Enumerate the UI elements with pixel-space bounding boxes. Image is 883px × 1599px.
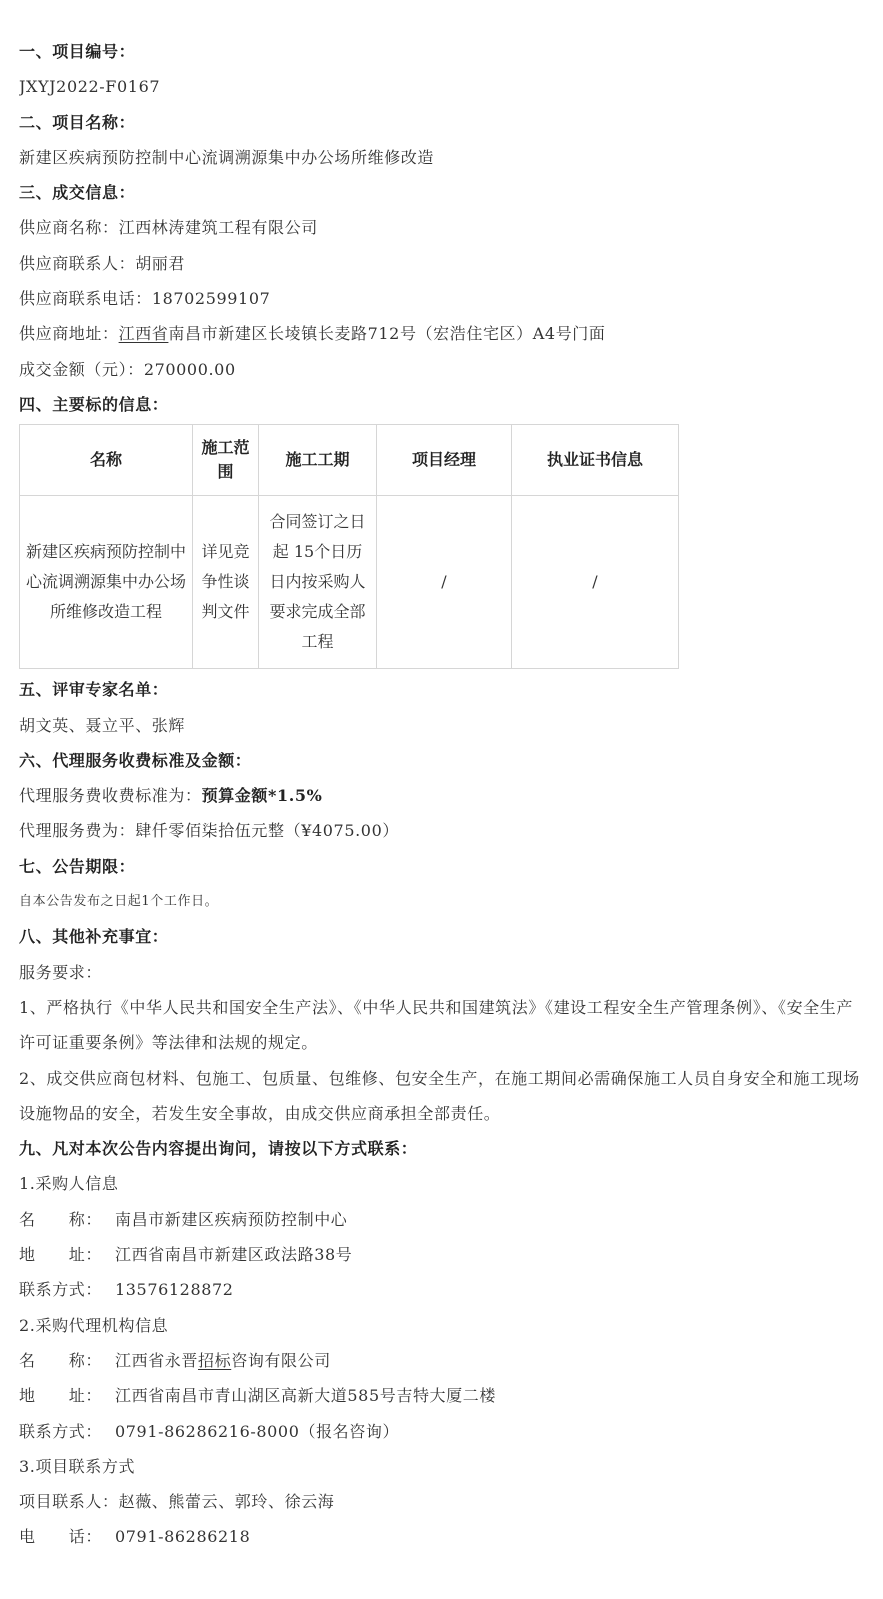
agency-info-title: 2.采购代理机构信息 bbox=[19, 1315, 169, 1335]
project-contacts-label: 项目联系人： bbox=[19, 1492, 119, 1512]
supplier-phone-line bbox=[19, 281, 883, 316]
supplier-name-label: 供应商名称： bbox=[19, 218, 119, 238]
cell-duration: 合同签订之日起 15个日历日内按采购人要求完成全部工程 bbox=[259, 496, 377, 669]
fee-amount-label: 代理服务费为： bbox=[19, 821, 136, 841]
table-header-row bbox=[20, 425, 679, 496]
buyer-address-line bbox=[19, 1237, 883, 1272]
section-1-heading: 一、项目编号： bbox=[19, 42, 136, 61]
project-phone: 0791-86286218 bbox=[115, 1527, 251, 1547]
supplier-address-line bbox=[19, 316, 883, 351]
subject-table bbox=[19, 424, 679, 669]
section-2-heading: 二、项目名称： bbox=[19, 112, 136, 132]
cell-name: 新建区疾病预防控制中心流调溯源集中办公场所维修改造工程 bbox=[20, 496, 193, 669]
section-9-heading: 九、凡对本次公告内容提出询问，请按以下方式联系： bbox=[19, 1139, 418, 1159]
buyer-address-label: 地 址： bbox=[19, 1245, 103, 1265]
buyer-name-line bbox=[19, 1202, 883, 1237]
agency-name-line bbox=[19, 1343, 883, 1378]
buyer-info-title: 1.采购人信息 bbox=[19, 1174, 119, 1194]
supplier-contact-label: 供应商联系人： bbox=[19, 253, 136, 273]
requirement-item-1: 1、严格执行《中华人民共和国安全生产法》、《中华人民共和国建筑法》《建设工程安全生产管理条例》、《安全生产许可证重要条例》等法律和法规的规定。 bbox=[19, 997, 853, 1053]
project-number: JXYJ2022-F0167 bbox=[19, 77, 161, 97]
col-header-certificate: 执业证书信息 bbox=[512, 425, 679, 496]
project-phone-label: 电 话： bbox=[19, 1527, 103, 1547]
agency-address-line bbox=[19, 1378, 883, 1413]
deal-amount-line bbox=[19, 352, 883, 387]
project-contacts-line bbox=[19, 1484, 883, 1519]
col-header-name: 名称 bbox=[20, 425, 193, 496]
supplier-address-label: 供应商地址： bbox=[19, 324, 119, 344]
fee-standard-label: 代理服务费收费标准为： bbox=[19, 786, 202, 806]
agency-address-label: 地 址： bbox=[19, 1386, 103, 1406]
section-8-heading: 八、其他补充事宜： bbox=[19, 927, 169, 947]
supplier-phone-label: 供应商联系电话： bbox=[19, 289, 152, 309]
fee-amount-line bbox=[19, 813, 883, 848]
project-phone-line bbox=[19, 1519, 883, 1554]
agency-contact-line bbox=[19, 1414, 883, 1449]
project-contacts: 赵薇、熊蕾云、郭玲、徐云海 bbox=[118, 1492, 335, 1512]
supplier-name-line bbox=[19, 210, 883, 245]
notice-period: 自本公告发布之日起1个工作日。 bbox=[19, 894, 219, 910]
agency-name-a: 江西省永晋 bbox=[115, 1350, 199, 1370]
section-7-heading: 七、公告期限： bbox=[19, 856, 136, 876]
project-contact-title: 3.项目联系方式 bbox=[19, 1456, 136, 1476]
agency-contact-label: 联系方式： bbox=[19, 1421, 103, 1441]
buyer-name-label: 名 称： bbox=[19, 1209, 103, 1229]
service-requirements-intro: 服务要求： bbox=[19, 962, 103, 982]
table-row bbox=[20, 496, 679, 669]
fee-amount: 肆仟零佰柒拾伍元整（¥4075.00） bbox=[135, 821, 399, 841]
agency-address: 江西省南昌市青山湖区高新大道585号吉特大厦二楼 bbox=[115, 1386, 496, 1406]
buyer-contact: 13576128872 bbox=[115, 1280, 234, 1300]
agency-name-b: 咨询有限公司 bbox=[231, 1350, 331, 1370]
fee-standard: 预算金额*1.5% bbox=[201, 786, 323, 806]
col-header-scope: 施工范围 bbox=[193, 425, 259, 496]
supplier-name: 江西林涛建筑工程有限公司 bbox=[118, 218, 318, 238]
buyer-address: 江西省南昌市新建区政法路38号 bbox=[115, 1245, 353, 1265]
buyer-name: 南昌市新建区疾病预防控制中心 bbox=[115, 1209, 348, 1229]
supplier-contact: 胡丽君 bbox=[135, 253, 186, 273]
deal-amount: 270000.00 bbox=[143, 359, 236, 379]
supplier-contact-line bbox=[19, 246, 883, 281]
supplier-phone: 18702599107 bbox=[151, 289, 271, 309]
project-name: 新建区疾病预防控制中心流调溯源集中办公场所维修改造 bbox=[19, 147, 435, 167]
agency-name-label: 名 称： bbox=[19, 1350, 103, 1370]
col-header-duration: 施工工期 bbox=[259, 425, 377, 496]
supplier-address: 南昌市新建区长堎镇长麦路712号（宏浩住宅区）A4号门面 bbox=[168, 324, 606, 344]
col-header-manager: 项目经理 bbox=[377, 425, 512, 496]
buyer-contact-line bbox=[19, 1272, 883, 1307]
experts-list: 胡文英、聂立平、张辉 bbox=[19, 715, 186, 735]
section-3-heading: 三、成交信息： bbox=[19, 183, 136, 203]
section-6-heading: 六、代理服务收费标准及金额： bbox=[19, 750, 252, 770]
deal-amount-label: 成交金额（元）： bbox=[19, 359, 144, 379]
cell-certificate: / bbox=[512, 496, 679, 669]
supplier-address-link[interactable]: 江西省 bbox=[118, 324, 169, 344]
buyer-contact-label: 联系方式： bbox=[19, 1280, 103, 1300]
agency-name-link[interactable]: 招标 bbox=[198, 1350, 232, 1370]
section-5-heading: 五、评审专家名单： bbox=[19, 680, 169, 700]
cell-manager: / bbox=[377, 496, 512, 669]
fee-standard-line bbox=[19, 778, 883, 813]
section-4-heading: 四、主要标的信息： bbox=[19, 394, 169, 414]
cell-scope: 详见竞争性谈判文件 bbox=[193, 496, 259, 669]
requirement-item-2: 2、成交供应商包材料、包施工、包质量、包维修、包安全生产，在施工期间必需确保施工人员自身安全和施工现场设施物品的安全，若发生安全事故，由成交供应商承担全部责任。 bbox=[19, 1068, 860, 1123]
agency-contact: 0791-86286216-8000（报名咨询） bbox=[115, 1421, 400, 1441]
